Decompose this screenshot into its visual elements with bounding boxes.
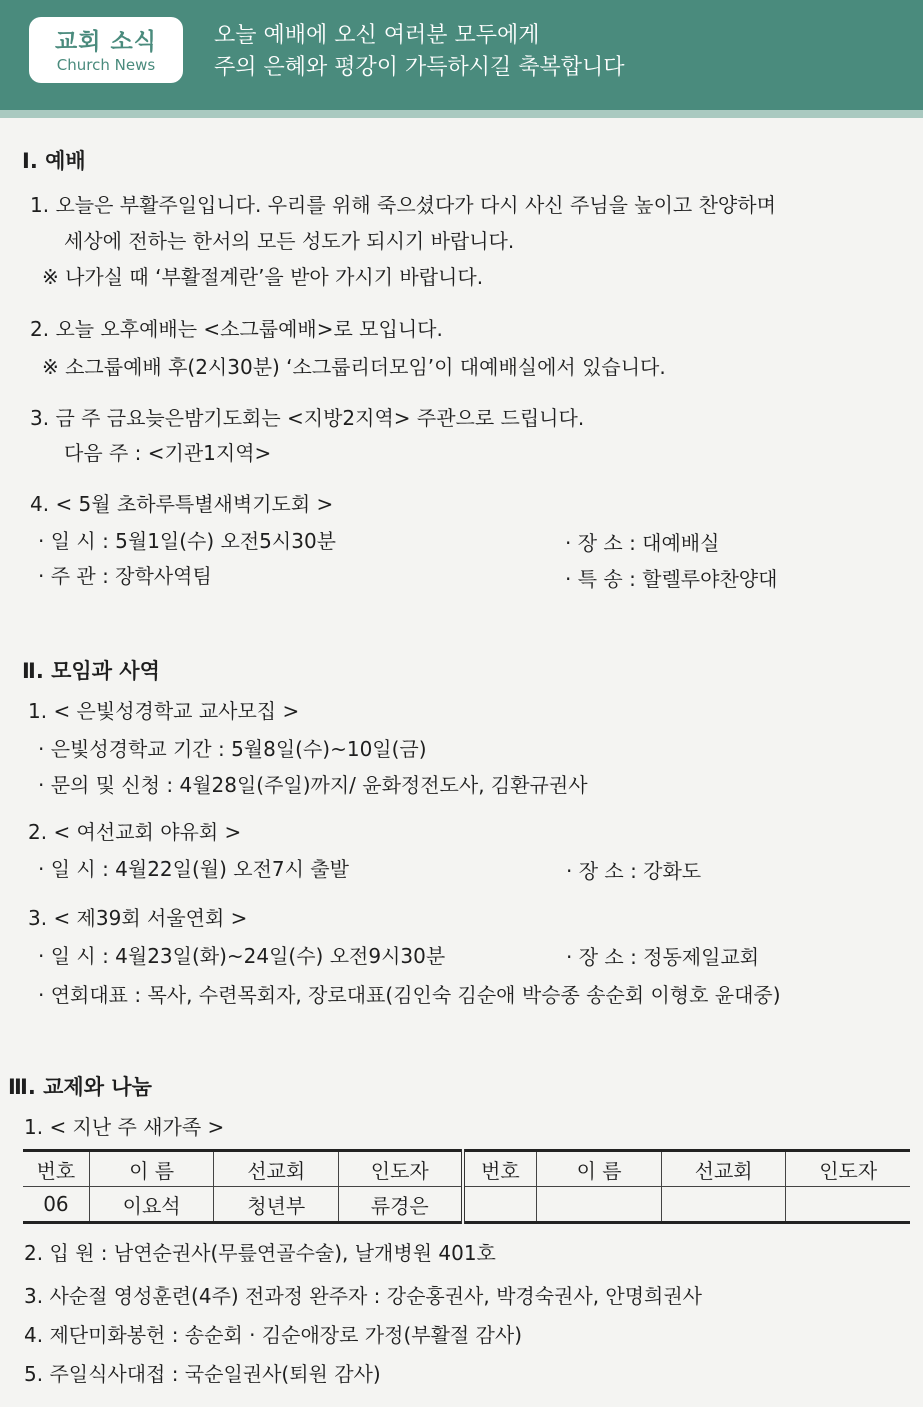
section-1-title: Ⅰ. 예배 — [22, 149, 86, 173]
header-divider — [0, 110, 923, 118]
table-header-row — [23, 1151, 910, 1187]
s1-item3-line2: 다음 주 : <기관1지역> — [64, 441, 272, 465]
table-header-cell: 선교회 — [661, 1151, 786, 1187]
table-header-cell: 인도자 — [338, 1151, 462, 1187]
s2-item3-datetime: · 일 시 : 4월23일(화)~24일(수) 오전9시30분 — [38, 944, 446, 968]
s2-item1-line1: 1. < 은빛성경학교 교사모집 > — [28, 699, 300, 723]
s2-item2-line1: 2. < 여선교회 야유회 > — [28, 820, 242, 844]
table-header-cell: 번호 — [463, 1151, 537, 1187]
table-cell — [463, 1187, 537, 1223]
new-family-table — [23, 1149, 910, 1224]
s1-item4-line1: 4. < 5월 초하루특별새벽기도회 > — [30, 492, 334, 516]
greeting-line-1: 오늘 예배에 오신 여러분 모두에게 — [214, 23, 540, 48]
s1-item1-line1: 1. 오늘은 부활주일입니다. 우리를 위해 죽으셨다가 다시 사신 주님을 높이고 찬양하며 — [30, 193, 776, 217]
s1-item4-special-song: · 특 송 : 할렐루야찬양대 — [565, 567, 778, 591]
s3-item4-altar-flowers: 4. 제단미화봉헌 : 송순회 · 김순애장로 가정(부활절 감사) — [24, 1323, 523, 1347]
s2-item3-line1: 3. < 제39회 서울연회 > — [28, 906, 248, 930]
table-cell — [786, 1187, 910, 1223]
section-2-title: Ⅱ. 모임과 사역 — [22, 659, 160, 683]
table-header-cell: 이 름 — [89, 1151, 214, 1187]
table-row — [23, 1187, 910, 1223]
s1-item1-note: ※ 나가실 때 ‘부활절계란’을 받아 가시기 바랍니다. — [42, 265, 484, 289]
table-cell: 청년부 — [214, 1187, 339, 1223]
s3-item2-hospital: 2. 입 원 : 남연순권사(무릎연골수술), 날개병원 401호 — [24, 1241, 496, 1265]
s2-item3-delegates: · 연회대표 : 목사, 수련목회자, 장로대표(김인숙 김순애 박승종 송순회 이형호 윤대중) — [38, 983, 781, 1007]
table-cell: 이요석 — [89, 1187, 214, 1223]
table-cell — [661, 1187, 786, 1223]
s2-item2-datetime: · 일 시 : 4월22일(월) 오전7시 출발 — [38, 857, 349, 881]
table-header-cell: 선교회 — [214, 1151, 339, 1187]
badge-title-english: Church News — [56, 56, 156, 74]
s1-item4-datetime: · 일 시 : 5월1일(수) 오전5시30분 — [38, 529, 336, 553]
s1-item3-line1: 3. 금 주 금요늦은밤기도회는 <지방2지역> 주관으로 드립니다. — [30, 406, 585, 430]
table-header-cell: 번호 — [23, 1151, 89, 1187]
table-cell: 06 — [23, 1187, 89, 1223]
s3-item5-lunch-sponsor: 5. 주일식사대접 : 국순일권사(퇴원 감사) — [24, 1362, 381, 1386]
badge-title-korean: 교회 소식 — [55, 29, 157, 55]
s1-item4-host: · 주 관 : 장학사역팀 — [38, 564, 212, 588]
section-3-title: Ⅲ. 교제와 나눔 — [8, 1075, 152, 1099]
header-banner — [0, 0, 923, 110]
table-header-cell: 인도자 — [786, 1151, 910, 1187]
church-news-badge — [29, 17, 183, 83]
s1-item1-line2: 세상에 전하는 한서의 모든 성도가 되시기 바랍니다. — [64, 229, 515, 253]
s1-item4-place: · 장 소 : 대예배실 — [565, 531, 720, 555]
greeting-line-2: 주의 은혜와 평강이 가득하시길 축복합니다 — [214, 55, 625, 80]
s3-item3-lent-training: 3. 사순절 영성훈련(4주) 전과정 완주자 : 강순홍권사, 박경숙권사, 안명희권사 — [24, 1284, 703, 1308]
table-cell — [537, 1187, 662, 1223]
table-cell: 류경은 — [338, 1187, 462, 1223]
s3-item1-line1: 1. < 지난 주 새가족 > — [24, 1115, 225, 1139]
s2-item3-place: · 장 소 : 정동제일교회 — [566, 945, 760, 969]
s2-item2-place: · 장 소 : 강화도 — [566, 859, 702, 883]
greeting-text — [214, 20, 625, 84]
s2-item1-contact: · 문의 및 신청 : 4월28일(주일)까지/ 윤화정전도사, 김환규권사 — [38, 773, 588, 797]
s1-item2-line1: 2. 오늘 오후예배는 <소그룹예배>로 모입니다. — [30, 317, 443, 341]
s2-item1-period: · 은빛성경학교 기간 : 5월8일(수)~10일(금) — [38, 737, 427, 761]
s1-item2-note: ※ 소그룹예배 후(2시30분) ‘소그룹리더모임’이 대예배실에서 있습니다. — [42, 355, 666, 379]
table-header-cell: 이 름 — [537, 1151, 662, 1187]
